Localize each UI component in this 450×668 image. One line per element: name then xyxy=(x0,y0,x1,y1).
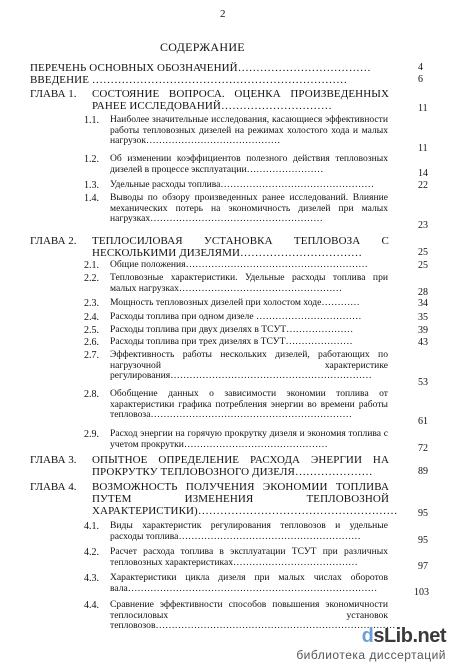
toc-entry-title: ПЕРЕЧЕНЬ ОСНОВНЫХ ОБОЗНАЧЕНИЙ……………………………… xyxy=(30,62,371,74)
toc-entry-number: 4.1. xyxy=(84,521,99,532)
toc-entry-page: 6 xyxy=(418,74,423,85)
watermark-subtitle: библиотека диссертаций xyxy=(296,648,446,662)
toc-entry-page: 11 xyxy=(418,143,428,154)
toc-entry-page: 53 xyxy=(418,377,428,388)
toc-entry-title: Эффективность работы нескольких дизелей, работающих по нагрузочной характеристике регулирования……………………………………………………… xyxy=(110,349,388,382)
toc-entry-title: Мощность тепловозных дизелей при холостом ходе………… xyxy=(110,297,360,308)
page-title: СОДЕРЖАНИЕ xyxy=(160,40,245,54)
toc-entry-page: 95 xyxy=(418,535,428,546)
watermark xyxy=(296,625,446,662)
toc-entry-title: Расход энергии на горячую прокрутку дизеля и экономия топлива с учетом прокрутки……………………………………… xyxy=(110,428,388,450)
toc-entry-number: ГЛАВА 1. xyxy=(30,88,77,100)
toc-entry-title: ВВЕДЕНИЕ …………………………………………………………… xyxy=(30,74,348,86)
toc-entry-title: Удельные расходы топлива………………………………………… xyxy=(110,179,374,190)
toc-entry-number: 2.4. xyxy=(84,312,99,323)
toc-entry-title: Общие положения………………………………………………… xyxy=(110,259,368,270)
toc-entry-number: 2.9. xyxy=(84,429,99,440)
toc-entry-page: 23 xyxy=(418,220,428,231)
toc-entry-page: 25 xyxy=(418,247,428,258)
toc-entry-number: 2.5. xyxy=(84,325,99,336)
toc-entry-title: ВОЗМОЖНОСТЬ ПОЛУЧЕНИЯ ЭКОНОМИИ ТОПЛИВА ПУТЕМ ИЗМЕНЕНИЯ ТЕПЛОВОЗНОЙ ХАРАКТЕРИСТИКИ)……………………………………………… xyxy=(92,481,398,517)
toc-entry-page: 97 xyxy=(418,561,428,572)
toc-entry-number: 2.7. xyxy=(84,350,99,361)
watermark-logo: dsLib.net xyxy=(361,625,446,647)
toc-entry-number: 2.1. xyxy=(84,260,99,271)
page-number: 2 xyxy=(220,8,226,20)
toc-entry-page: 28 xyxy=(418,287,428,298)
toc-entry-number: 2.6. xyxy=(84,337,99,348)
toc-entry-title: СОСТОЯНИЕ ВОПРОСА. ОЦЕНКА ПРОИЗВЕДЕННЫХ РАНЕЕ ИССЛЕДОВАНИЙ………………………… xyxy=(92,88,389,112)
toc-entry-page: 22 xyxy=(418,180,428,191)
toc-entry-number: 1.4. xyxy=(84,193,99,204)
toc-entry-title: Расходы топлива при одном дизеле …………………………… xyxy=(110,311,362,322)
toc-entry-page: 4 xyxy=(418,62,423,73)
toc-entry-page: 11 xyxy=(418,103,428,114)
toc-entry-page: 35 xyxy=(418,312,428,323)
toc-entry-title: Об изменении коэффициентов полезного действия тепловозных дизелей в процессе эксплуатации…………………… xyxy=(110,153,388,175)
toc-entry-title: Наиболее значительные исследования, касающиеся эффективности работы тепловозных дизелей на режимах холостого хода и малых нагрузок…………………………………… xyxy=(110,114,388,147)
toc-entry-number: ГЛАВА 2. xyxy=(30,235,77,247)
toc-entry-page: 14 xyxy=(418,168,428,179)
toc-entry-title: Характеристики цикла дизеля при малых числах оборотов вала…………………………………………………………………… xyxy=(110,572,388,594)
toc-entry-title: Обобщение данных о зависимости экономии топлива от характеристики графика потребления энергии во времени работы тепловоза……………………………………………………… xyxy=(110,388,388,421)
toc-entry-number: 1.2. xyxy=(84,154,99,165)
toc-entry-title: Сравнение эффективности способов повышения экономичности теплосиловых установок тепловозов………………………………………………………………… xyxy=(110,599,396,632)
toc-entry-number: 4.4. xyxy=(84,600,99,611)
toc-entry-number: 1.1. xyxy=(84,115,99,126)
toc-entry-number: 2.3. xyxy=(84,298,99,309)
toc-entry-page: 34 xyxy=(418,298,428,309)
toc-entry-page: 25 xyxy=(418,260,428,271)
toc-entry-page: 43 xyxy=(418,337,428,348)
toc-entry-title: Виды характеристик регулирования тепловозов и удельные расходы топлива………………………………………………… xyxy=(110,520,388,542)
toc-entry-title: Выводы по обзору произведенных ранее исследований. Влияние механических потерь на экономичность дизелей при малых нагрузках……………………………………………… xyxy=(110,192,388,225)
toc-entry-title: Расходы топлива при трех дизелях в ТСУТ………………… xyxy=(110,336,353,347)
toc-entry-number: 4.3. xyxy=(84,573,99,584)
toc-entry-number: ГЛАВА 4. xyxy=(30,481,77,493)
toc-entry-number: ГЛАВА 3. xyxy=(30,454,77,466)
toc-entry-title: ТЕПЛОСИЛОВАЯ УСТАНОВКА ТЕПЛОВОЗА С НЕСКОЛЬКИМИ ДИЗЕЛЯМИ…………………………… xyxy=(92,235,389,259)
toc-entry-page: 72 xyxy=(418,443,428,454)
toc-entry-number: 1.3. xyxy=(84,180,99,191)
toc-entry-title: Расчет расхода топлива в эксплуатации ТСУТ при различных тепловозных характеристиках………………………………… xyxy=(110,546,388,568)
toc-entry-number: 2.8. xyxy=(84,389,99,400)
toc-entry-page: 95 xyxy=(418,508,428,519)
toc-entry-page: 39 xyxy=(418,325,428,336)
toc-entry-page: 103 xyxy=(414,587,429,598)
toc-entry-title: Расходы топлива при двух дизелях в ТСУТ………………… xyxy=(110,324,354,335)
toc-entry-page: 61 xyxy=(418,416,428,427)
toc-entry-title: ОПЫТНОЕ ОПРЕДЕЛЕНИЕ РАСХОДА ЭНЕРГИИ НА ПРОКРУТКУ ТЕПЛОВОЗНОГО ДИЗЕЛЯ………………… xyxy=(92,454,389,478)
toc-entry-title: Тепловозные характеристики. Удельные расходы топлива при малых нагрузках…………………………………………… xyxy=(110,272,388,294)
toc-entry-number: 4.2. xyxy=(84,547,99,558)
toc-entry-page: 89 xyxy=(418,466,428,477)
toc-entry-number: 2.2. xyxy=(84,273,99,284)
